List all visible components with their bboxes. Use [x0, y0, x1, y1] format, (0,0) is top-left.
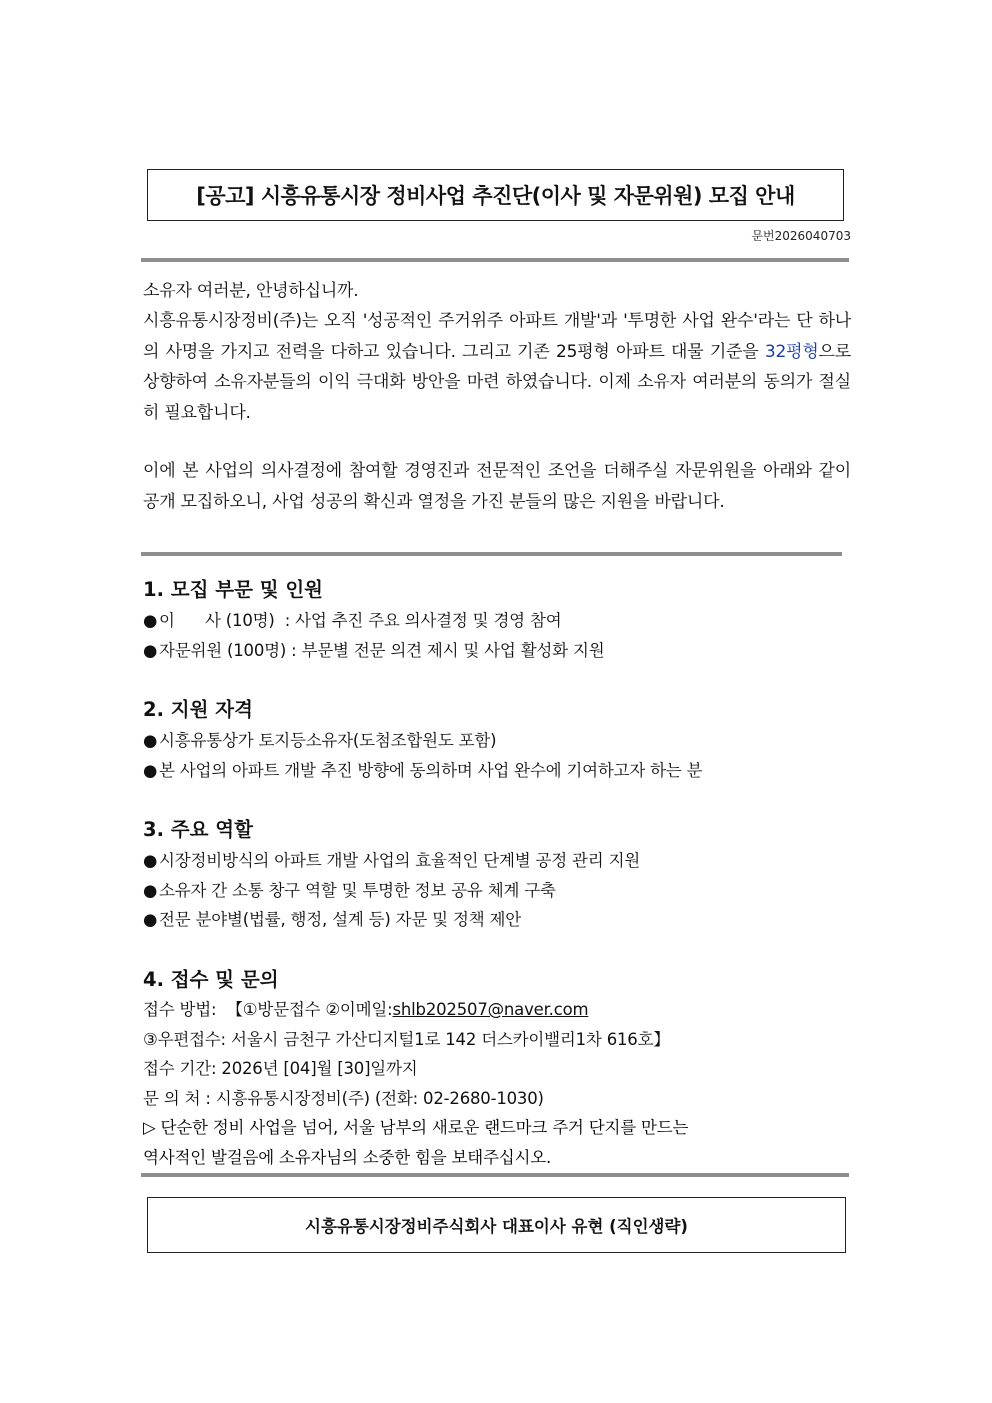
greeting: 소유자 여러분, 안녕하십니까. — [143, 281, 359, 301]
submission-method: 접수 방법: 【①방문접수 ②이메일:shlb202507@naver.com — [143, 1000, 589, 1019]
recruit-paragraph: 이에 본 사업의 의사결정에 참여할 경영진과 전문적인 조언을 더해주실 자문위원을 아래와 같이 공개 모집하오니, 사업 성공의 확신과 열정을 가진 분들의 많은 지원을 바랍니다. — [143, 461, 851, 512]
intro-text-before: 시흥유통시장정비(주)는 오직 '성공적인 주거위주 아파트 개발'과 '투명한 사업 완수'라는 단 하나의 사명을 가지고 전력을 다하고 있습니다. 그리고 기존 25평형 아파트 대물 기준을 — [143, 311, 851, 362]
document-number: 문번2026040703 — [751, 229, 851, 243]
signature-box — [147, 1197, 846, 1253]
bullet-icon: ● — [143, 910, 158, 929]
section-1-list — [143, 606, 604, 665]
bullet-icon: ● — [143, 880, 158, 900]
submission-period: 접수 기간: 2026년 [04]월 [30]일까지 — [143, 1059, 418, 1078]
section-3-heading: 3. 주요 역할 — [143, 818, 253, 841]
highlight-32pyeong: 32평형 — [764, 341, 819, 362]
bullet-icon: ● — [143, 640, 158, 660]
bullet-icon: ● — [143, 851, 158, 870]
divider-top — [141, 258, 849, 262]
signature: 시흥유통시장정비주식회사 대표이사 유현 (직인생략) — [305, 1217, 688, 1236]
intro-text-after: 으로 상향하여 소유자분들의 이익 극대화 방안을 마련 하였습니다. 이제 소유자 여러분의 동의가 절실히 필요합니다. — [143, 341, 851, 423]
bullet-icon: ● — [143, 760, 158, 780]
list-item: ● 전문 분야별(법률, 행정, 설계 등) 자문 및 정책 제안 — [143, 905, 640, 935]
intro-paragraph — [143, 306, 851, 428]
list-item: ● 자문위원 (100명) : 부문별 전문 의견 제시 및 사업 활성화 지원 — [143, 636, 604, 666]
closing-line-2: 역사적인 발걸음에 소유자님의 소중한 힘을 보태주십시오. — [143, 1147, 552, 1167]
divider-bottom — [141, 1173, 849, 1177]
document-title: [공고] 시흥유통시장 정비사업 추진단(이사 및 자문위원) 모집 안내 — [196, 184, 795, 208]
section-3-list — [143, 846, 640, 935]
list-item: ● 소유자 간 소통 창구 역할 및 투명한 정보 공유 체계 구축 — [143, 876, 640, 906]
submission-method-mail: ③우편접수: 서울시 금천구 가산디지털1로 142 더스카이밸리1차 616호】 — [143, 1029, 670, 1049]
divider-middle — [141, 552, 842, 556]
inquiry-contact: 문 의 처 : 시흥유통시장정비(주) (전화: 02-2680-1030) — [143, 1088, 544, 1108]
list-item: ● 본 사업의 아파트 개발 추진 방향에 동의하며 사업 완수에 기여하고자 하는 분 — [143, 756, 702, 786]
section-4-heading: 4. 접수 및 문의 — [143, 968, 279, 991]
email-link[interactable]: shlb202507@naver.com — [392, 1000, 589, 1019]
contact-list — [143, 995, 688, 1172]
bullet-icon: ● — [143, 731, 158, 750]
bullet-icon: ● — [143, 611, 158, 630]
section-2-heading: 2. 지원 자격 — [143, 698, 253, 721]
section-1-heading: 1. 모집 부문 및 인원 — [143, 578, 323, 601]
section-2-list — [143, 726, 702, 785]
closing-line-1: ▷ 단순한 정비 사업을 넘어, 서울 남부의 새로운 랜드마크 주거 단지를 만드는 — [143, 1118, 689, 1137]
list-item: ● 시장정비방식의 아파트 개발 사업의 효율적인 단계별 공정 관리 지원 — [143, 846, 640, 876]
list-item: ● 시흥유통상가 토지등소유자(도첨조합원도 포함) — [143, 726, 702, 756]
list-item: ● 이 사 (10명) : 사업 추진 주요 의사결정 및 경영 참여 — [143, 606, 604, 636]
title-box — [147, 169, 844, 221]
